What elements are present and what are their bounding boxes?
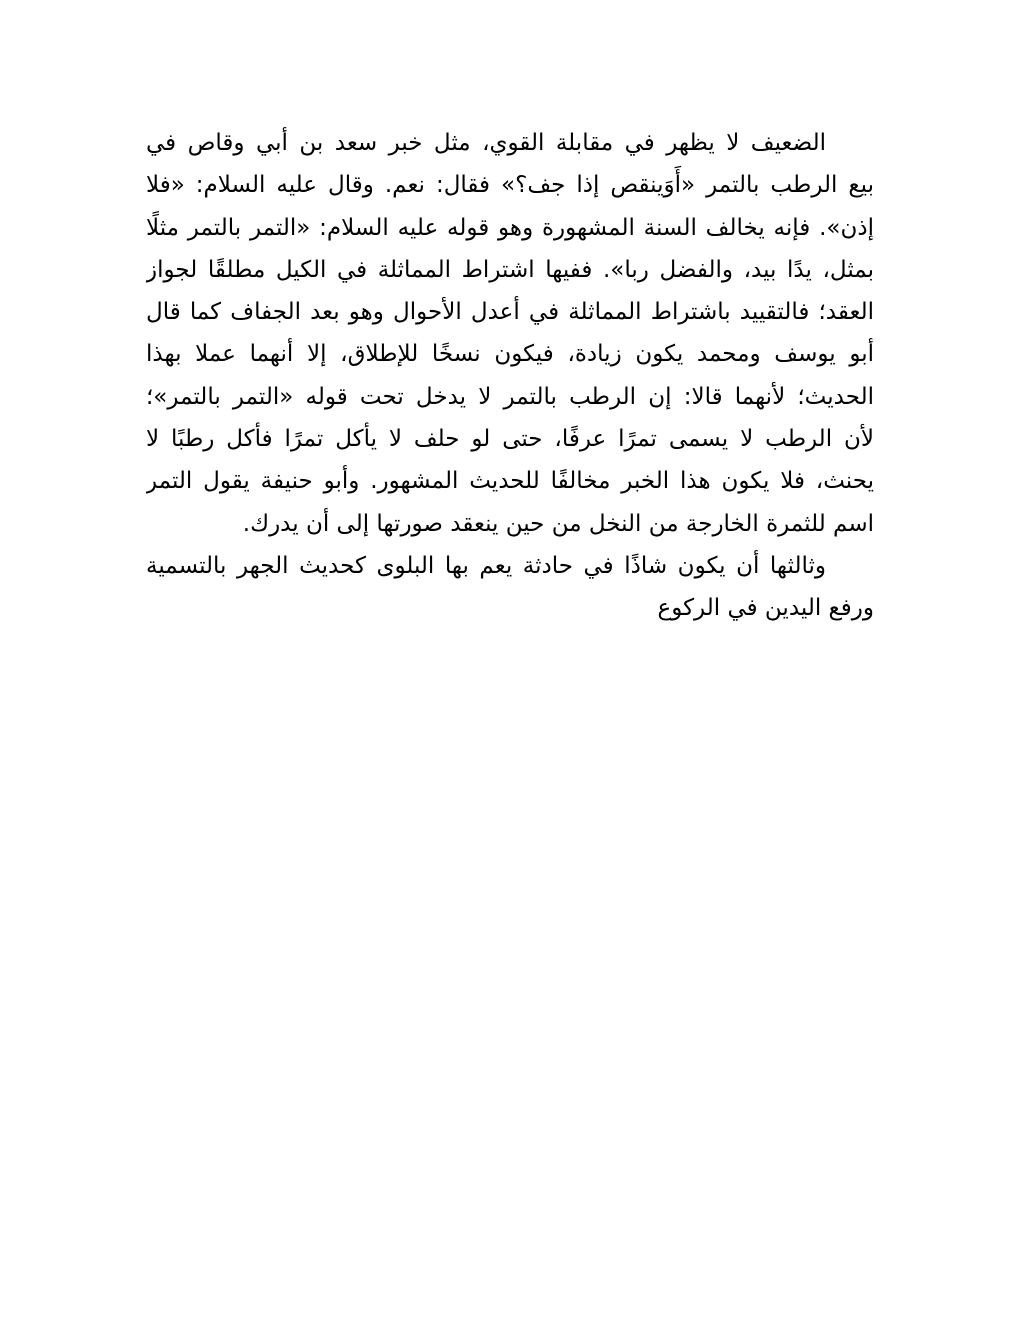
text-line: وثالثها أن يكون شاذًا في حادثة يعم بها البلوى كحديث الجهر بالتسمية [146,552,826,579]
text-line: بيع الرطب بالتمر «أَوَينقص إذا جف؟» فقال: نعم. وقال عليه السلام: «فلا [146,172,874,199]
paragraph [146,122,874,545]
text-line: أبو يوسف ومحمد يكون زيادة، فيكون نسخًا للإطلاق، إلا أنهما عملا بهذا [146,341,874,368]
body-text [146,122,874,630]
text-line: الضعيف لا يظهر في مقابلة القوي، مثل خبر سعد بن أبي وقاص في [146,130,826,156]
text-line: العقد؛ فالتقييد باشتراط المماثلة في أعدل الأحوال وهو بعد الجفاف كما قال [146,299,874,326]
paragraph [146,545,874,630]
text-line: بمثل، يدًا بيد، والفضل ربا». ففيها اشتراط المماثلة في الكيل مطلقًا لجواز [146,256,874,283]
text-line: يحنث، فلا يكون هذا الخبر مخالفًا للحديث المشهور. وأبو حنيفة يقول التمر [146,468,874,495]
text-line: اسم للثمرة الخارجة من النخل من حين ينعقد صورتها إلى أن يدرك. [242,510,874,537]
text-line: الحديث؛ لأنهما قالا: إن الرطب بالتمر لا يدخل تحت قوله «التمر بالتمر»؛ [146,383,874,410]
text-line: ورفع اليدين في الركوع [657,595,874,622]
text-line: إذن». فإنه يخالف السنة المشهورة وهو قوله عليه السلام: «التمر بالتمر مثلًا [146,214,874,241]
text-line: لأن الرطب لا يسمى تمرًا عرفًا، حتى لو حلف لا يأكل تمرًا فأكل رطبًا لا [146,426,874,453]
